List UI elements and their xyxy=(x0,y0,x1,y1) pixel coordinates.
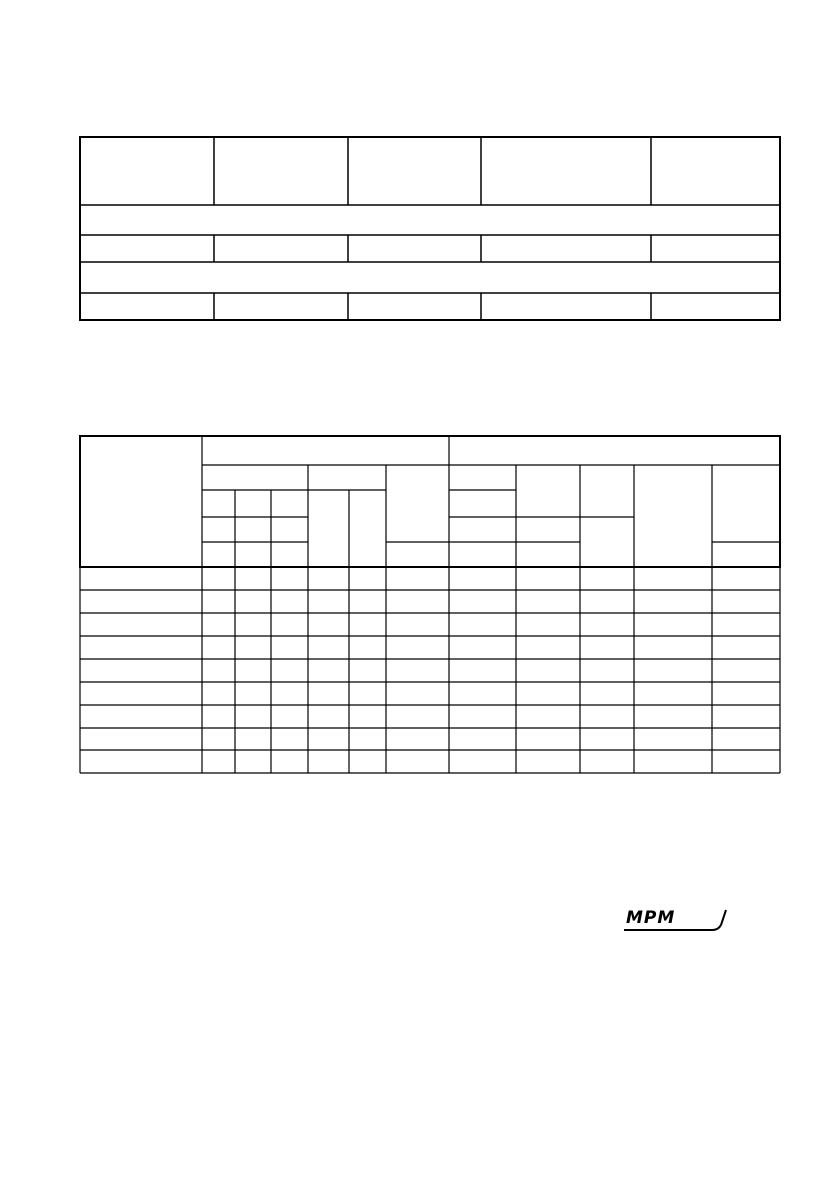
mpm-logo: MPM xyxy=(626,908,676,928)
